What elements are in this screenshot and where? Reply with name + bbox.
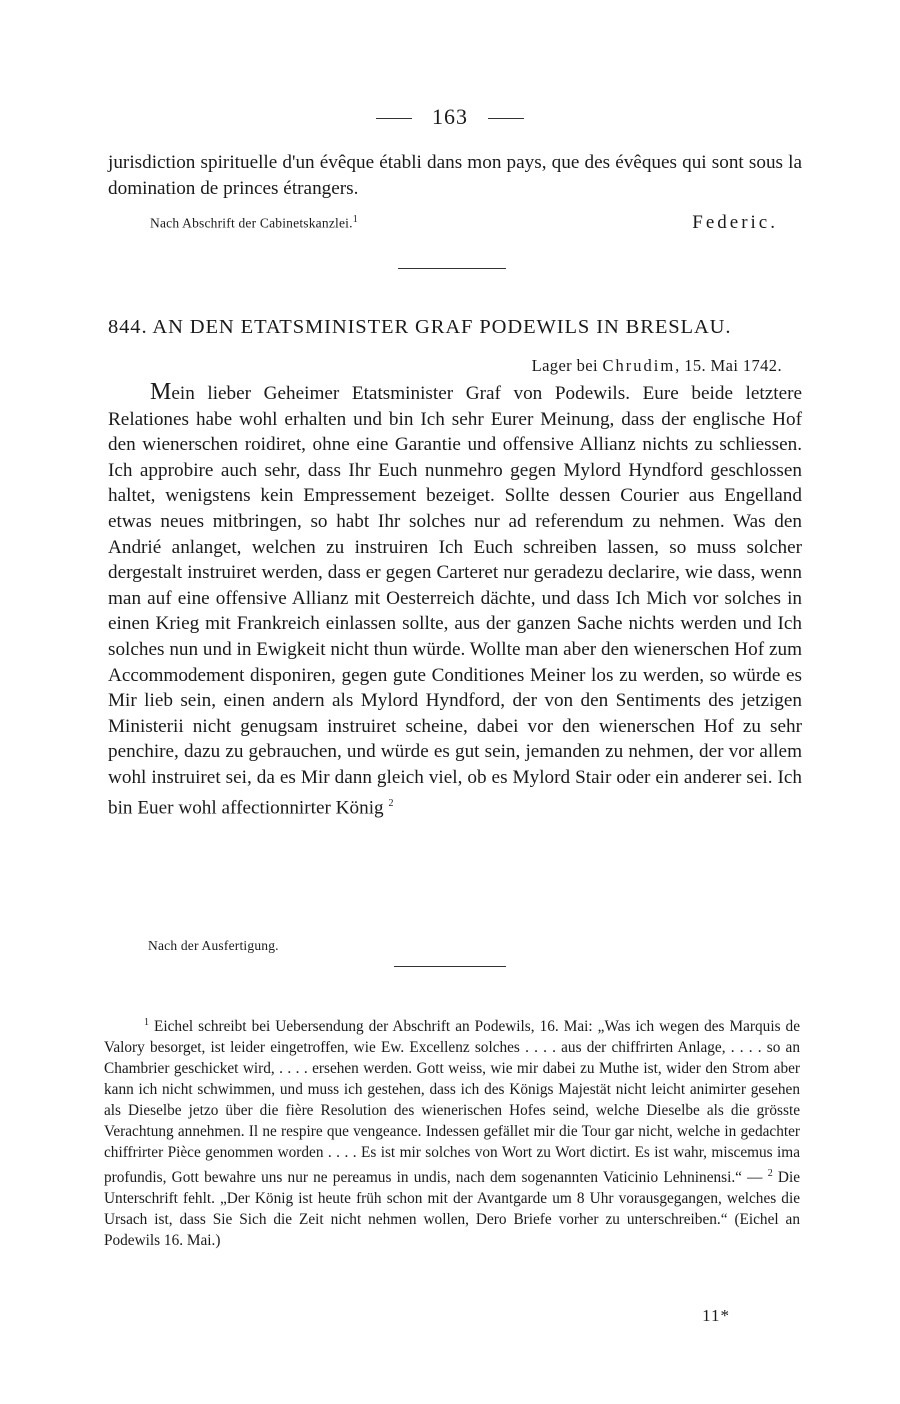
dateline-date: , 15. Mai 1742. [675, 356, 782, 375]
header-rule-right [488, 118, 524, 119]
previous-letter-text: jurisdiction spirituelle d'un évêque établi dans mon pays, que des évêques qui sont sous la domination de princes étrangers. [108, 152, 802, 199]
previous-letter-signature: Federic. [692, 212, 778, 233]
dateline-prefix: Lager bei [531, 356, 598, 375]
page-number: 163 [432, 104, 468, 129]
footnote-1-text: Eichel schreibt bei Uebersendung der Abschrift an Podewils, 16. Mai: „Was ich wegen des Marquis de Valory besorget, ist leider eingetroffen, wie Ew. Excellenz solches . . . . aus der chiffrirten Anlage, . . . . so an Chambrier geschicket wird, . . . . ersehen werden. Gott weiss, wie mir dabei zu Muthe ist, wider den Strom aber kann ich nicht schwimmen, und muss ich gestehen, dass ich des Königs Majestät nicht leicht animirter gesehen als Dieselbe jetzo über die fière Resolution des wienerischen Hofes seind, welche Dieselbe als die grösste Verachtung annehmen. Il ne respire que vengeance. Indessen gefället mir die Tour gar nicht, welche in gedachter chiffrirter Pièce genommen worden . . . . Es ist mir solches von Wort zu Wort dictirt. Es ist wahr, miscemus ima profundis, Gott bewahre uns nur ne pereamus in undis, nach dem sogenannten Vaticinio Lehninensi.“ — [104, 1018, 800, 1187]
letter-body-text [108, 380, 802, 820]
previous-letter-ending [108, 150, 802, 201]
header-rule-left [376, 118, 412, 119]
signature-mark: 11* [702, 1306, 730, 1325]
dateline-place: Chrudim [602, 356, 676, 375]
footnote-ref-2: 2 [388, 797, 394, 809]
section-separator [398, 268, 506, 269]
letter-body [108, 380, 802, 820]
letter-body-content: ein lieber Geheimer Etatsminister Graf von Podewils. Eure beide letztere Relationes habe wohl erhalten und bin Ich sehr Eurer Meinung, dass der englische Hof den wienerschen roidiret, ohne eine Garantie und offensive Allianz nichts zu schliessen. Ich approbire auch sehr, dass Ihr Euch nunmehro gegen Mylord Hyndford geschlossen haltet, wenigstens kein Empressement bezeiget. Sollte dessen Courier aus Engelland etwas neues mitbringen, so habt Ihr solches nur ad referendum zu nehmen. Was den Andrié anlanget, welchen zu instruiren Ich Euch schreiben lassen, so muss solcher dergestalt instruiret werden, dass er gegen Carteret nur geradezu declarire, wie dass, wenn man auf eine offensive Allianz mit Oesterreich dächte, und dass Ich Mich vor solches in einen Krieg mit Frankreich einlassen sollte, aus der ganzen Sache nichts werden und Ich solches nun und in Ewigkeit nicht thun würde. Wollte man aber den wienerschen Hof zum Accommodement disponiren, gegen gute Conditiones Meiner los zu werden, so würde es Mir lieb sein, einen andern als Mylord Hyndford, der von den Sentiments des jetzigen Ministerii nicht genugsam instruiret scheine, dabei vor den wienerschen Hof zu sehr penchire, dazu zu gebrauchen, und würde es gut sein, jemanden zu nehmen, der vor allem wohl instruiret sei, da es Mir dann gleich viel, ob es Mylord Stair oder ein anderer sei. Ich bin Euer wohl affectionnirter König [108, 383, 802, 818]
footnote-separator [394, 966, 506, 967]
letter-title: 844. AN DEN ETATSMINISTER GRAF PODEWILS IN BRESLAU. [108, 316, 732, 338]
previous-letter-source-text: Nach Abschrift der Cabinetskanzlei. [150, 215, 353, 231]
letter-dateline [532, 356, 782, 376]
footnote-1-mark: 1 [144, 1017, 149, 1028]
footnotes [104, 1012, 800, 1251]
letter-initial: M [150, 379, 172, 405]
page-header [0, 104, 900, 130]
previous-letter-source [150, 214, 358, 232]
footnote-text [104, 1012, 800, 1251]
footnote-ref-1: 1 [352, 214, 358, 225]
letter-source: Nach der Ausfertigung. [148, 938, 279, 953]
footnote-2-mark: 2 [767, 1168, 773, 1180]
footnote-2-text: Die Unterschrift fehlt. „Der König ist heute früh schon mit der Avantgarde um 8 Uhr vorausgegangen, welches die Ursach ist, dass Sie Sich die Zeit nicht nehmen wollen, Dero Briefe vorher zu unterschreiben.“ (Eichel an Podewils 16. Mai.) [104, 1169, 800, 1250]
